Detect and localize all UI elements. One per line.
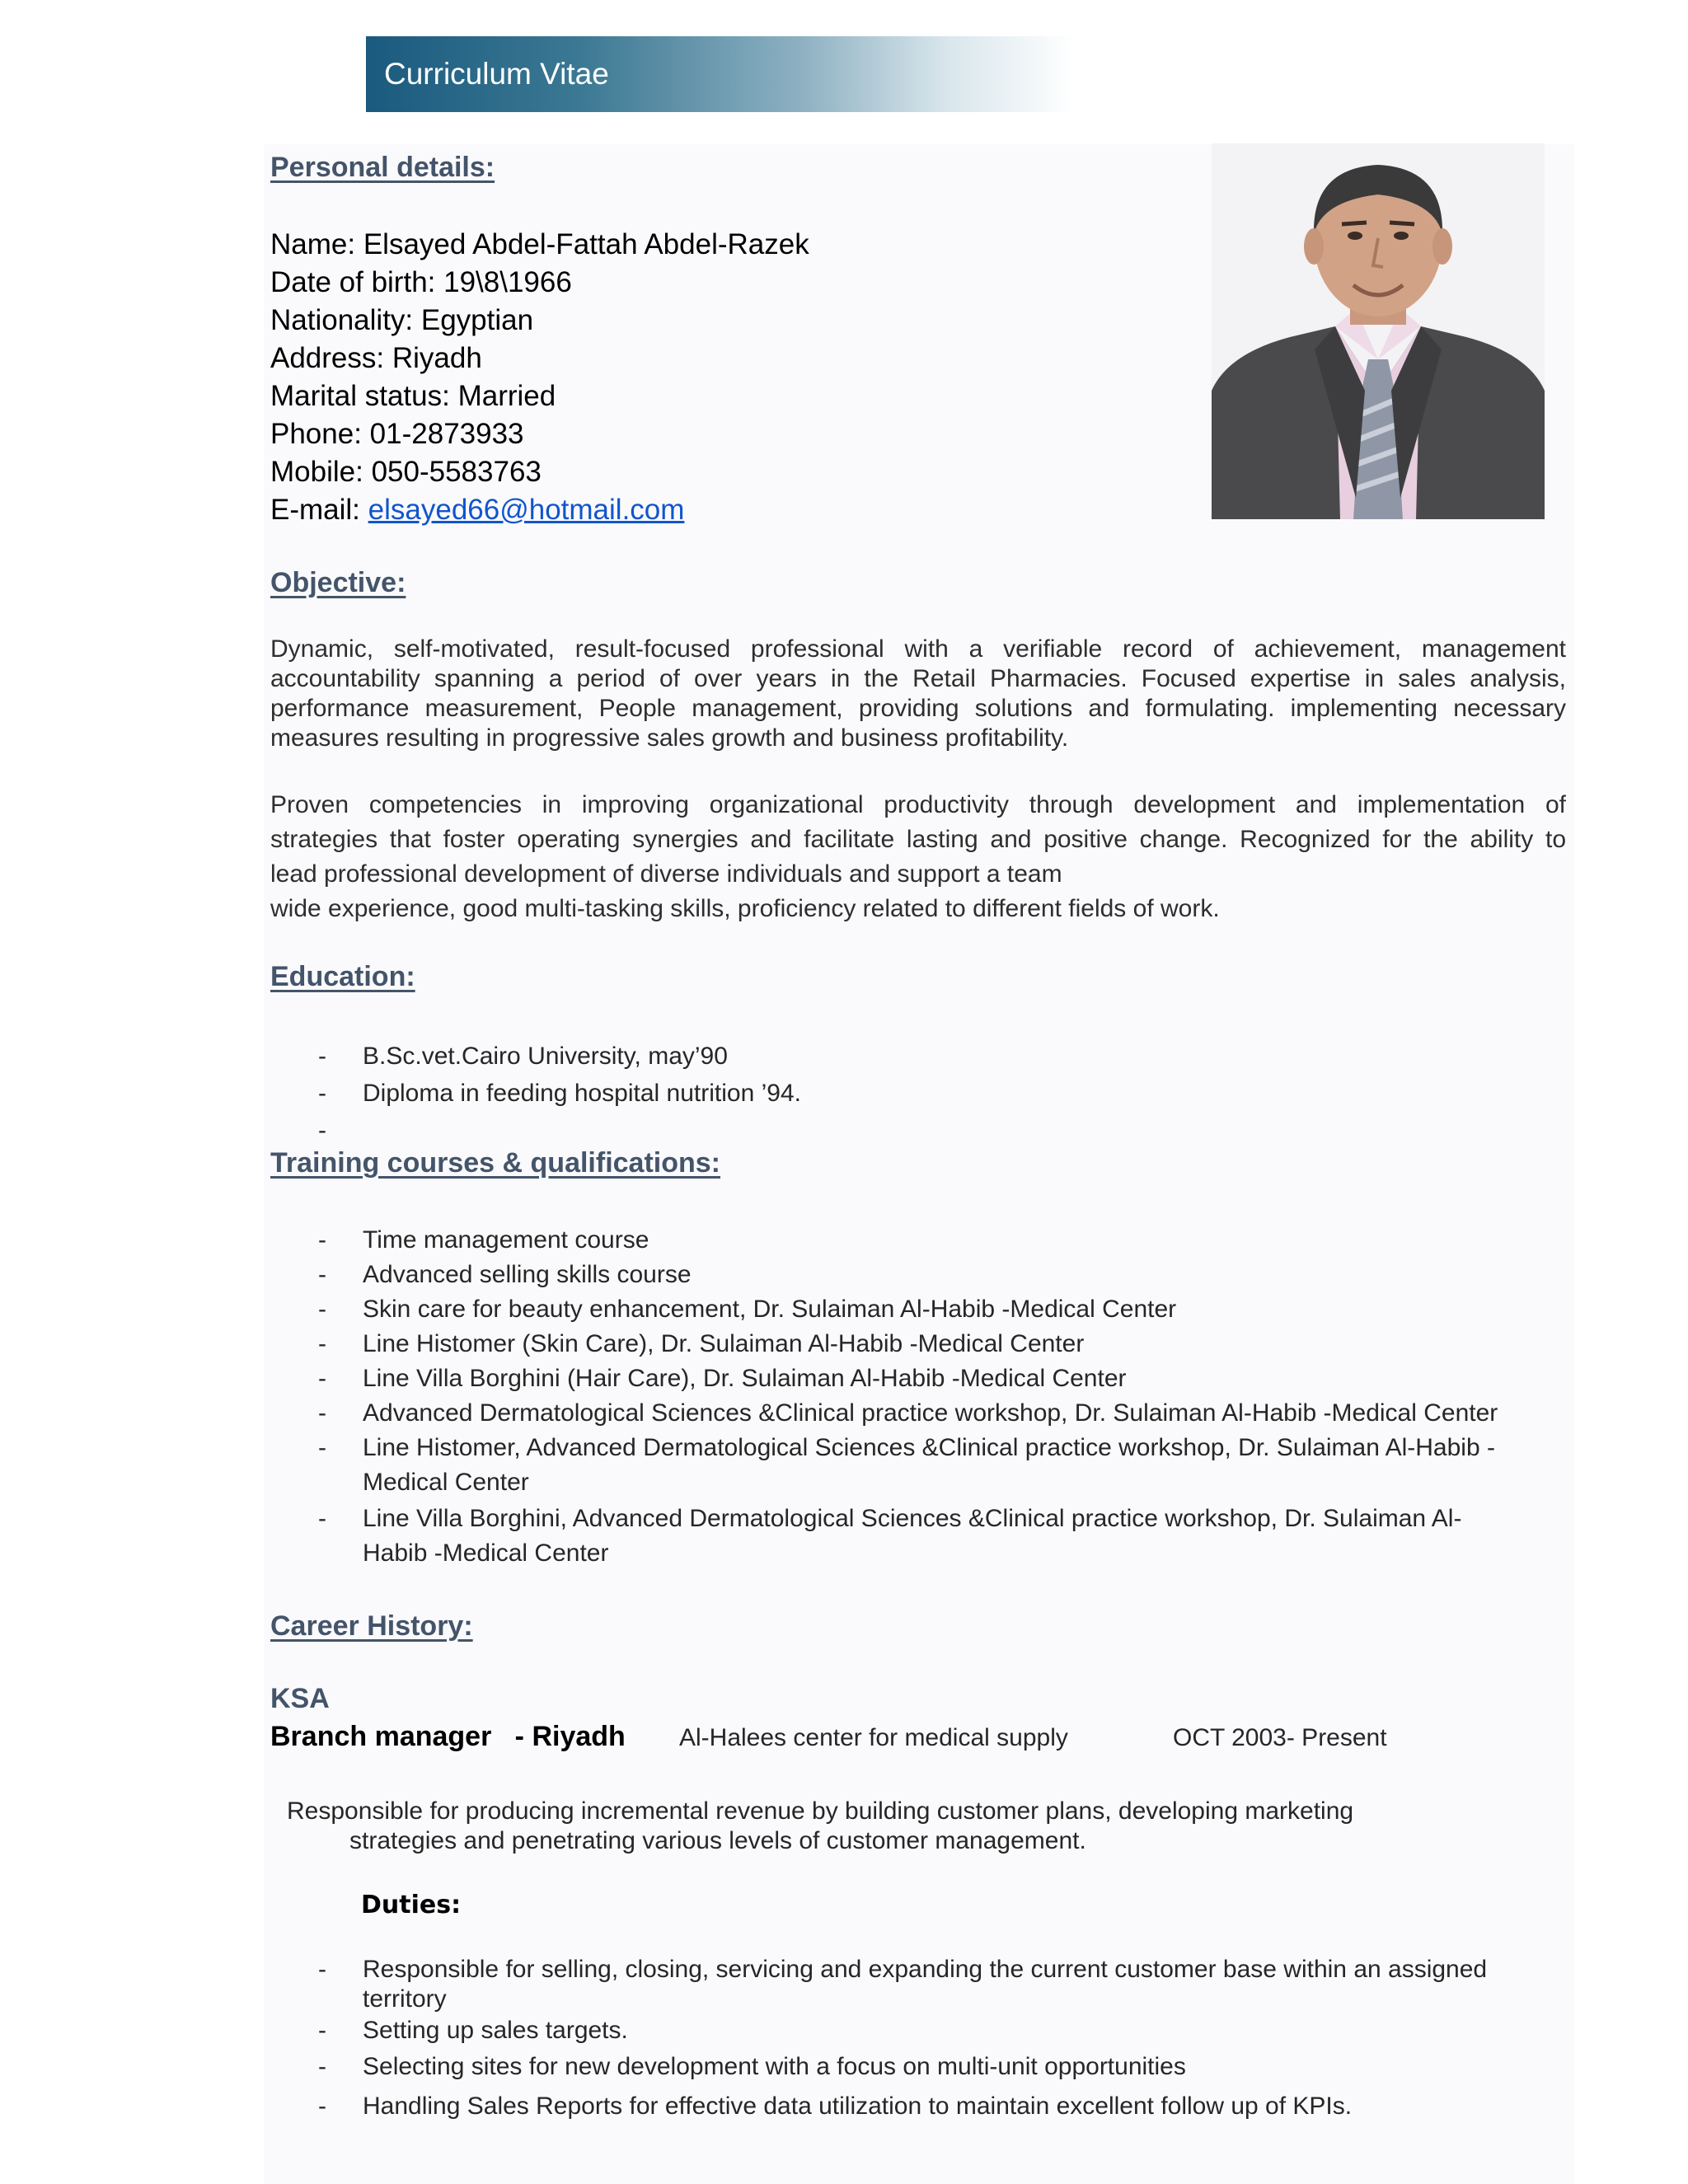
objective-p2-line: strategies that foster operating synergies and facilitate lasting and positive change. Recognized for the ability to (270, 826, 1566, 853)
list-item: - Responsible for selling, closing, servicing and expanding the current customer base within an assigned territory (318, 1956, 1488, 2013)
job-dates: OCT 2003- Present (1173, 1724, 1387, 1751)
list-item: - Advanced Dermatological Sciences &Clinical practice workshop, Dr. Sulaiman Al-Habib -Medical Center (318, 1399, 1498, 1427)
cv-title: Curriculum Vitae (384, 57, 609, 91)
career-history-heading: Career History: (270, 1610, 473, 1642)
objective-paragraph-2 (270, 788, 1566, 926)
list-item: - Line Villa Borghini, Advanced Dermatological Sciences &Clinical practice workshop, Dr. Sulaiman Al- Habib -Medical Center (318, 1505, 1462, 1567)
list-item: - B.Sc.vet.Cairo University, may’90 (318, 1043, 728, 1070)
objective-paragraph-1 (270, 635, 1566, 753)
list-item: - Diploma in feeding hospital nutrition ’94. (318, 1080, 801, 1107)
address: Riyadh (392, 342, 482, 374)
objective-p2-line: wide experience, good multi-tasking skills, proficiency related to different fields of work. (270, 895, 1220, 922)
mobile-row: Mobile: 050-5583763 (270, 456, 542, 488)
list-item: - Advanced selling skills course (318, 1261, 692, 1288)
objective-p2-line: lead professional development of diverse individuals and support a team (270, 860, 1062, 888)
cv-title-banner (366, 36, 1075, 112)
duties-list (270, 1955, 1573, 2121)
mobile: 050-5583763 (371, 456, 542, 488)
nationality-row: Nationality: Egyptian (270, 304, 534, 336)
dob-row: Date of birth: 19\8\1966 (270, 266, 572, 298)
objective-heading: Objective: (270, 567, 406, 598)
date-of-birth: 19\8\1966 (443, 266, 572, 298)
email-link[interactable]: elsayed66@hotmail.com (368, 494, 685, 526)
marital-status: Married (457, 380, 556, 412)
training-heading: Training courses & qualifications: (270, 1147, 720, 1179)
phone: 01-2873933 (369, 418, 524, 450)
profile-photo (1212, 143, 1545, 519)
job-summary: Responsible for producing incremental revenue by building customer plans, developing marketing strategies and penetrating various levels of customer management. (287, 1797, 1354, 1854)
email-row: E-mail: elsayed66@hotmail.com (270, 494, 685, 526)
job-title: Branch manager - Riyadh (270, 1721, 626, 1752)
personal-details-list (270, 226, 809, 529)
objective-p2-line: Proven competencies in improving organizational productivity through development and implementation of (270, 791, 1566, 818)
personal-details-heading: Personal details: (270, 152, 495, 183)
marital-row: Marital status: Married (270, 380, 556, 412)
phone-row: Phone: 01-2873933 (270, 418, 524, 450)
list-item: - Selecting sites for new development with a focus on multi-unit opportunities (318, 2053, 1186, 2080)
list-item: - Line Histomer, Advanced Dermatological Sciences &Clinical practice workshop, Dr. Sulaiman Al-Habib - Medical Center (318, 1434, 1495, 1496)
list-item: - Handling Sales Reports for effective data utilization to maintain excellent follow up of KPIs. (318, 2093, 1353, 2120)
list-item: - Time management course (318, 1226, 649, 1254)
list-item: - Line Histomer (Skin Care), Dr. Sulaiman Al-Habib -Medical Center (318, 1330, 1085, 1357)
education-list (270, 1038, 1573, 1149)
address-row: Address: Riyadh (270, 342, 482, 374)
portrait-illustration (1212, 143, 1545, 519)
nationality: Egyptian (420, 304, 534, 336)
job-company: Al-Halees center for medical supply (679, 1724, 1068, 1751)
objective-p1-line: performance measurement, People management, providing solutions and formulating. implementing necessary (270, 695, 1566, 722)
job-row (270, 1721, 1589, 1759)
objective-p1-line: accountability spanning a period of over years in the Retail Pharmacies. Focused expertise in sales analysis, (270, 665, 1566, 692)
training-list (270, 1223, 1573, 1571)
list-item: - Line Villa Borghini (Hair Care), Dr. Sulaiman Al-Habib -Medical Center (318, 1365, 1127, 1392)
list-item: - Setting up sales targets. (318, 2017, 628, 2044)
career-country: KSA (270, 1683, 330, 1714)
objective-p1-line: Dynamic, self-motivated, result-focused professional with a verifiable record of achievement, management (270, 635, 1566, 663)
name-row: Name: Elsayed Abdel-Fattah Abdel-Razek (270, 228, 809, 260)
objective-p1-line: measures resulting in progressive sales growth and business profitability. (270, 724, 1069, 752)
duties-label: Duties: (361, 1891, 462, 1919)
list-item: - (318, 1117, 326, 1144)
list-item: - Skin care for beauty enhancement, Dr. Sulaiman Al-Habib -Medical Center (318, 1296, 1177, 1323)
full-name: Elsayed Abdel-Fattah Abdel-Razek (363, 228, 809, 260)
education-heading: Education: (270, 961, 415, 992)
